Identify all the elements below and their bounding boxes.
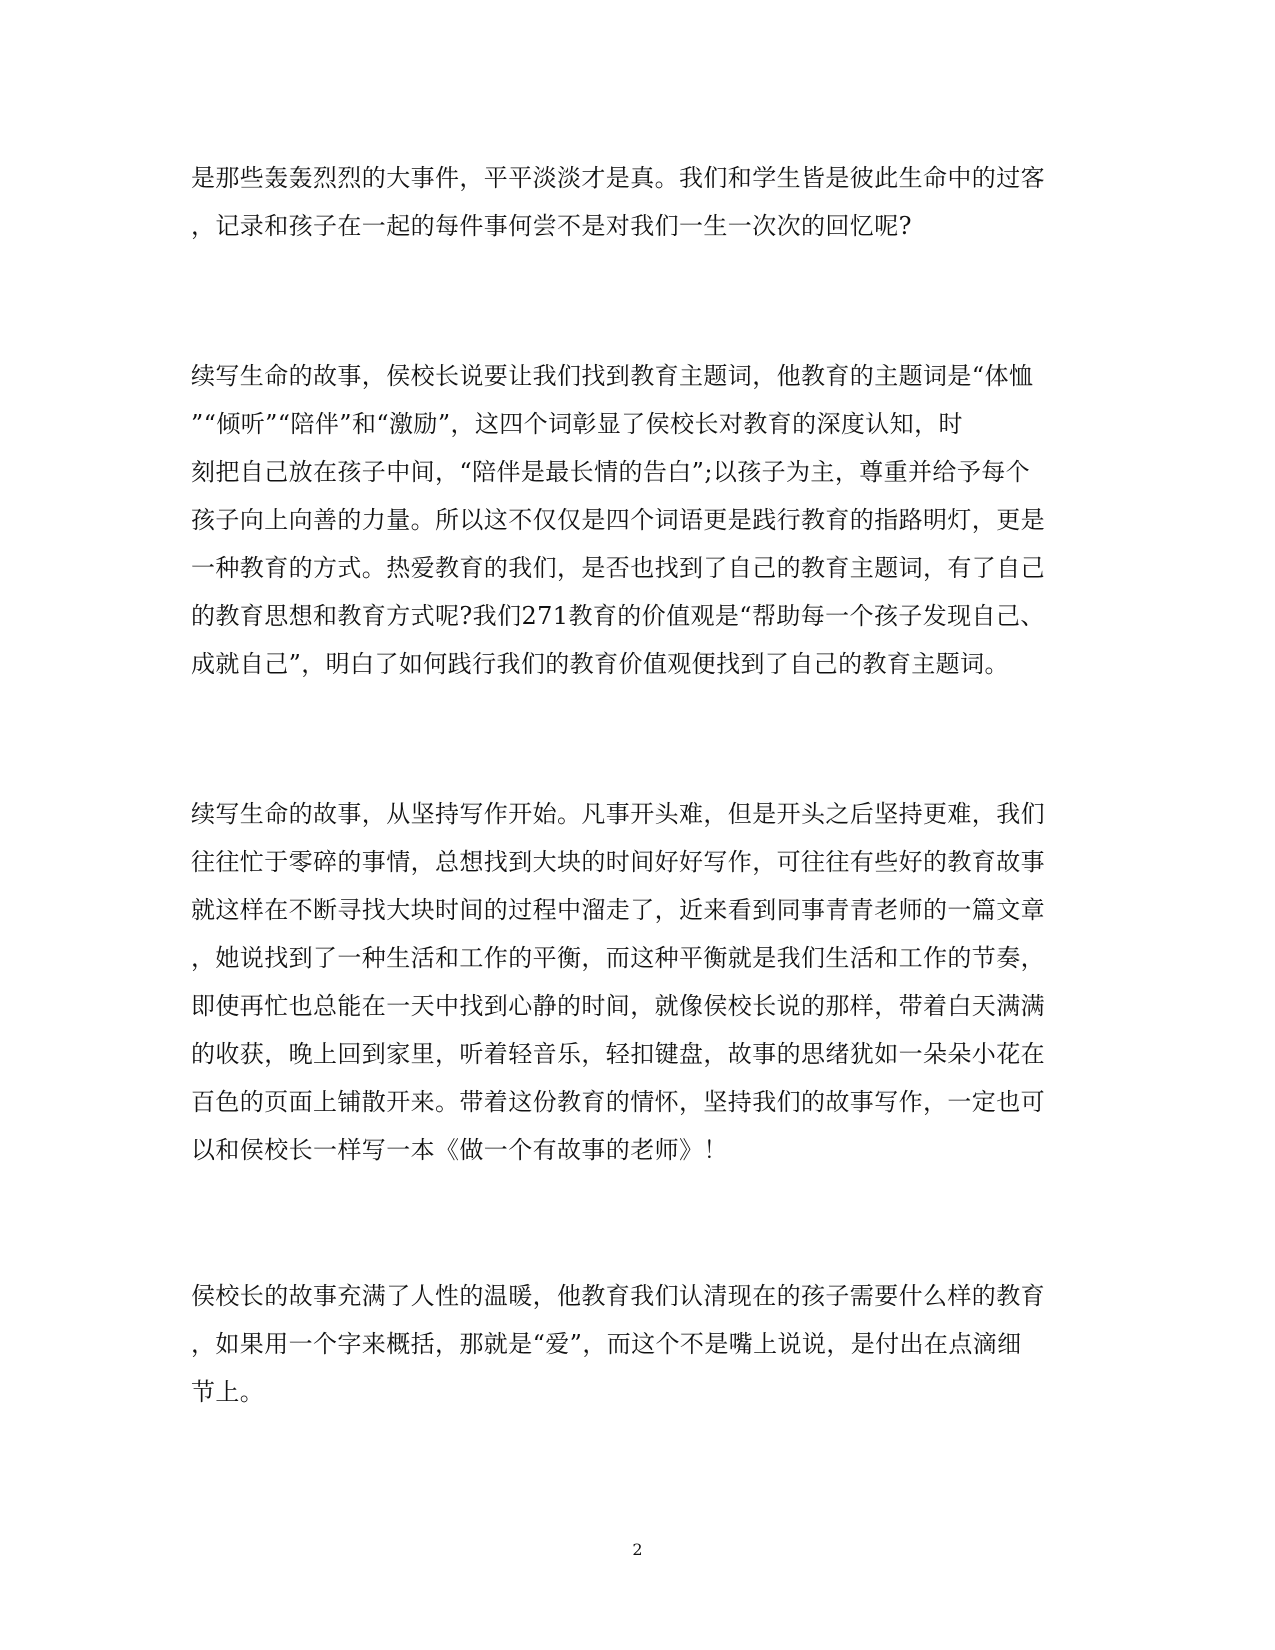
text-line: 是那些轰轰烈烈的大事件，平平淡淡才是真。我们和学生皆是彼此生命中的过客 <box>191 164 1045 192</box>
text-line: 孩子向上向善的力量。所以这不仅仅是四个词语更是践行教育的指路明灯，更是 <box>191 506 1045 534</box>
text-line: 侯校长的故事充满了人性的温暖，他教育我们认清现在的孩子需要什么样的教育 <box>191 1282 1045 1310</box>
text-line: ，如果用一个字来概括，那就是“爱”，而这个不是嘴上说说，是付出在点滴细 <box>191 1330 1022 1358</box>
text-line: 百色的页面上铺散开来。带着这份教育的情怀，坚持我们的故事写作，一定也可 <box>191 1088 1045 1116</box>
text-line: 就这样在不断寻找大块时间的过程中溜走了，近来看到同事青青老师的一篇文章 <box>191 896 1045 924</box>
text-line: 的教育思想和教育方式呢?我们271教育的价值观是“帮助每一个孩子发现自己、 <box>191 602 1045 630</box>
text-line: 刻把自己放在孩子中间，“陪伴是最长情的告白”;以孩子为主，尊重并给予每个 <box>191 458 1031 486</box>
paragraph-4 <box>191 1272 1091 1416</box>
page-number: 2 <box>632 1540 643 1559</box>
text-line: 即使再忙也总能在一天中找到心静的时间，就像侯校长说的那样，带着白天满满 <box>191 992 1045 1020</box>
text-line: ，记录和孩子在一起的每件事何尝不是对我们一生一次次的回忆呢? <box>191 212 912 240</box>
text-line: 的收获，晚上回到家里，听着轻音乐，轻扣键盘，故事的思绪犹如一朵朵小花在 <box>191 1040 1045 1068</box>
text-line: 续写生命的故事，从坚持写作开始。凡事开头难，但是开头之后坚持更难，我们 <box>191 800 1045 828</box>
text-line: 往往忙于零碎的事情，总想找到大块的时间好好写作，可往往有些好的教育故事 <box>191 848 1045 876</box>
paragraph-2 <box>191 352 1091 688</box>
text-line: 以和侯校长一样写一本《做一个有故事的老师》！ <box>191 1136 728 1164</box>
text-line: ，她说找到了一种生活和工作的平衡，而这种平衡就是我们生活和工作的节奏， <box>191 944 1045 972</box>
text-line: 节上。 <box>191 1378 265 1406</box>
text-line: 成就自己”，明白了如何践行我们的教育价值观便找到了自己的教育主题词。 <box>191 650 1009 678</box>
text-line: 续写生命的故事，侯校长说要让我们找到教育主题词，他教育的主题词是“体恤 <box>191 362 1034 390</box>
text-line: ”“倾听”“陪伴”和“激励”，这四个词彰显了侯校长对教育的深度认知，时 <box>191 410 963 438</box>
text-line: 一种教育的方式。热爱教育的我们，是否也找到了自己的教育主题词，有了自己 <box>191 554 1045 582</box>
paragraph-3 <box>191 790 1091 1174</box>
paragraph-1 <box>191 154 1091 250</box>
